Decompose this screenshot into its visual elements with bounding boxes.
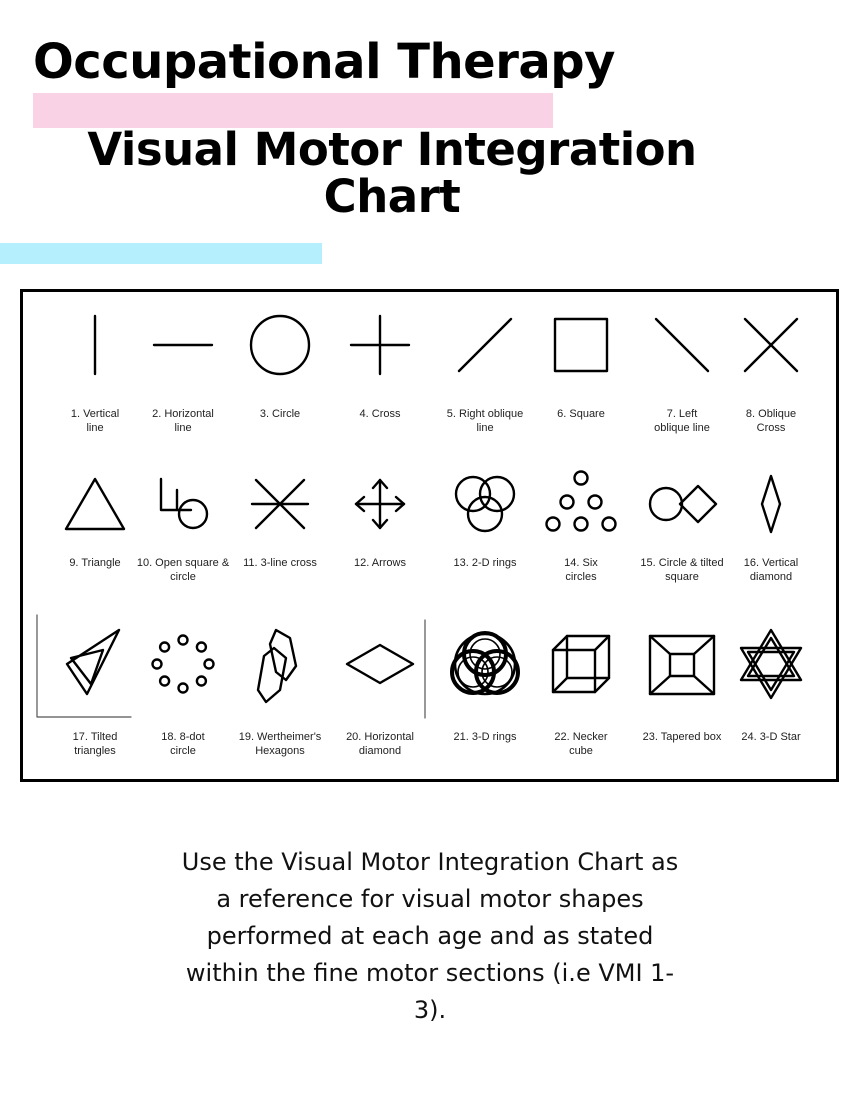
shape-label: [228, 556, 332, 570]
shape-label-line-2: cube: [569, 745, 593, 757]
shape-label-line-2: diamond: [749, 571, 793, 583]
tilted-triangles-icon: [67, 630, 119, 694]
shape-label: [328, 730, 432, 758]
shape-label-line-1: 11. 3-line cross: [243, 557, 317, 569]
shape-label: [529, 730, 633, 758]
shape-label-line-2: line: [476, 422, 494, 434]
subtitle-line-2: Chart: [323, 170, 461, 223]
page-subtitle: [0, 123, 784, 223]
shape-label-line-1: 20. Horizontal: [346, 731, 414, 743]
two-d-rings-icon: [456, 477, 514, 531]
shape-label: [131, 407, 235, 435]
chart-caption: Use the Visual Motor Integration Chart as a reference for visual motor shapes performed at each age and as stated within the fine motor sections (i.e VMI 1-3).: [181, 848, 679, 1024]
eight-dot-circle-icon: [153, 636, 214, 693]
three-line-cross-icon: [252, 480, 308, 528]
shape-label-line-2: square: [665, 571, 699, 583]
triangle-icon: [66, 479, 124, 529]
wertheimers-hexagons-icon: [258, 630, 296, 702]
vmi-chart: [20, 289, 839, 782]
shape-label-line-1: 24. 3-D Star: [741, 731, 801, 743]
shape-label-line-1: 4. Cross: [359, 408, 401, 420]
shape-label-line-1: 22. Necker: [554, 731, 608, 743]
shape-label: [328, 556, 432, 570]
circle-and-tilted-square-icon: [650, 486, 716, 522]
shape-label: [719, 407, 823, 435]
cyan-accent-bar: [0, 243, 322, 264]
shape-label-line-1: 10. Open square &: [136, 557, 230, 569]
shape-label-line-2: Cross: [756, 422, 786, 434]
shape-label-line-1: 1. Vertical: [70, 408, 120, 420]
left-oblique-line-icon: [656, 319, 708, 371]
shape-label: [719, 556, 823, 584]
three-d-star-icon: [741, 630, 801, 698]
shape-label: [228, 407, 332, 421]
shape-label-line-1: 6. Square: [557, 408, 605, 420]
shape-label-line-2: triangles: [74, 745, 116, 757]
vertical-diamond-icon: [762, 476, 780, 532]
subtitle-line-1: Visual Motor Integration: [87, 123, 697, 176]
shape-label-line-1: 3. Circle: [259, 408, 301, 420]
shape-label-line-1: 13. 2-D rings: [453, 557, 517, 569]
shape-label: [131, 556, 235, 584]
shape-label: [131, 730, 235, 758]
page-title: Occupational Therapy: [33, 34, 615, 90]
shape-label-line-1: 16. Vertical: [743, 557, 799, 569]
shape-label-line-2: circle: [170, 745, 196, 757]
three-d-rings-icon: [452, 633, 518, 694]
shape-label-line-1: 21. 3-D rings: [453, 731, 517, 743]
right-oblique-line-icon: [459, 319, 511, 371]
arrows-icon: [356, 480, 404, 528]
oblique-cross-icon: [745, 319, 797, 371]
shape-label: [719, 730, 823, 744]
shape-label: [433, 730, 537, 744]
shape-label-line-1: 9. Triangle: [69, 557, 121, 569]
shape-label-line-2: oblique line: [654, 422, 710, 434]
shape-label-line-2: circle: [170, 571, 196, 583]
shape-label: [529, 556, 633, 584]
shape-label-line-2: line: [174, 422, 192, 434]
tapered-box-icon: [650, 636, 714, 694]
vmi-shapes-drawing: [23, 292, 836, 779]
shape-label-line-1: 14. Six: [564, 557, 598, 569]
shape-label: [529, 407, 633, 421]
shape-label-line-1: 2. Horizontal: [152, 408, 214, 420]
cross-icon: [351, 316, 409, 374]
horizontal-diamond-icon: [347, 645, 413, 683]
shape-label-line-2: Hexagons: [255, 745, 305, 757]
six-circles-icon: [547, 472, 616, 531]
circle-icon: [251, 316, 309, 374]
shape-label-line-1: 12. Arrows: [354, 557, 406, 569]
open-square-and-circle-icon: [161, 479, 207, 528]
shape-label-line-1: 15. Circle & tilted: [640, 557, 724, 569]
shape-label-line-1: 5. Right oblique: [446, 408, 524, 420]
shape-label-line-1: 17. Tilted: [72, 731, 118, 743]
shape-label: [328, 407, 432, 421]
shape-label: [433, 556, 537, 570]
shape-label-line-1: 18. 8-dot: [161, 731, 205, 743]
shape-label-line-2: diamond: [358, 745, 402, 757]
shape-label-line-1: 19. Wertheimer's: [238, 731, 322, 743]
square-icon: [555, 319, 607, 371]
shape-label-line-1: 7. Left: [666, 408, 698, 420]
shape-label-line-1: 8. Oblique: [745, 408, 797, 420]
shape-label-line-1: 23. Tapered box: [642, 731, 722, 743]
shape-label-line-2: line: [86, 422, 104, 434]
necker-cube-icon: [553, 636, 609, 692]
shape-label: [433, 407, 537, 435]
shape-label-line-2: circles: [565, 571, 597, 583]
shape-label: [228, 730, 332, 758]
